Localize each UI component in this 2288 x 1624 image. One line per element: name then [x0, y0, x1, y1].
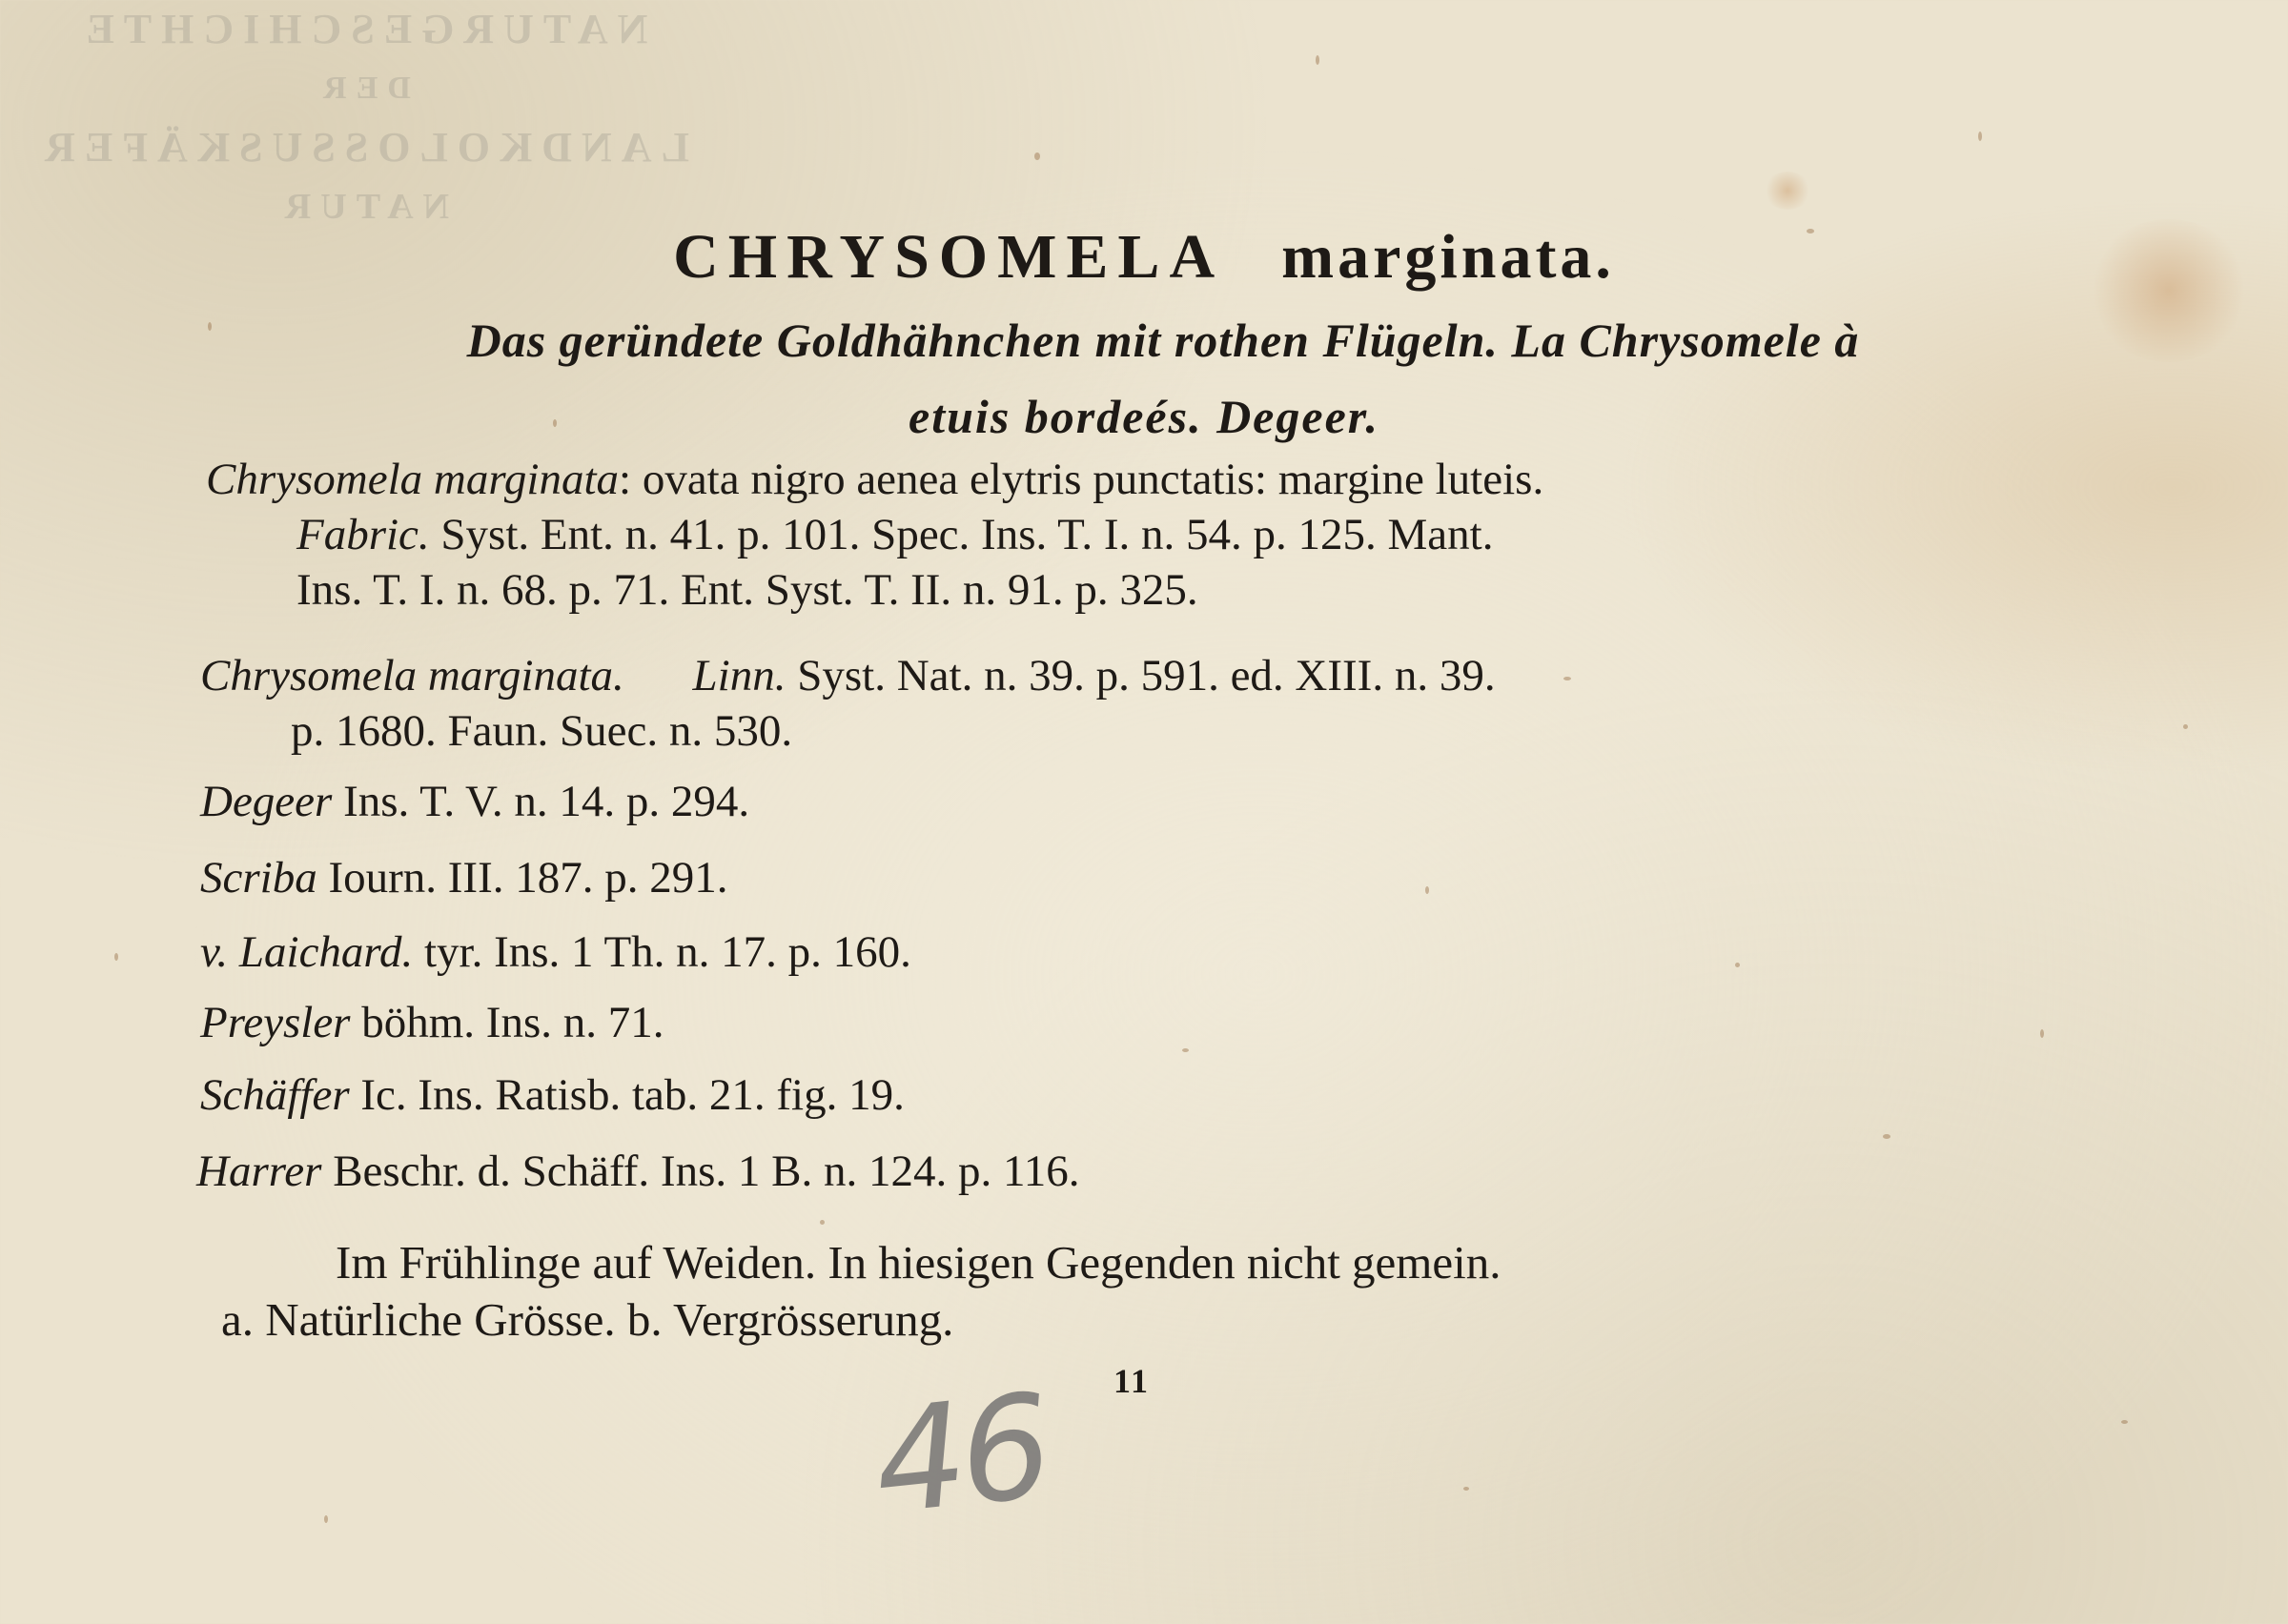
- paper-speck: [1034, 152, 1040, 160]
- reference-text: p. 1680. Faun. Suec. n. 530.: [291, 706, 793, 756]
- reference-text: böhm. Ins. n. 71.: [350, 998, 664, 1047]
- paper-speck: [2040, 1029, 2044, 1038]
- reference-text: Syst. Ent. n. 41. p. 101. Spec. Ins. T. I. n. 54. p. 125. Mant.: [429, 510, 1494, 559]
- paper-speck: [2121, 1420, 2128, 1424]
- reference-author: Chrysomela marginata: [206, 455, 620, 504]
- species-title: [0, 221, 2288, 294]
- paper-speck: [114, 953, 118, 961]
- reference-author: Linn.: [692, 651, 786, 700]
- reference-text: Syst. Nat. n. 39. p. 591. ed. XIII. n. 39.: [786, 651, 1496, 700]
- paper-speck: [1807, 229, 1814, 233]
- paper-speck: [1463, 1487, 1469, 1491]
- paper-speck: [1182, 1048, 1189, 1052]
- bleed-through-text: [0, 0, 725, 236]
- paper-speck: [208, 322, 212, 331]
- paper-speck: [1883, 1134, 1890, 1139]
- page-number: 11: [1113, 1362, 1151, 1400]
- reference-entry: [200, 850, 2097, 905]
- reference-text: : ovata nigro aenea elytris punctatis: margine luteis.: [619, 455, 1544, 504]
- reference-line: [206, 452, 2103, 507]
- paper-stain: [1764, 172, 1811, 210]
- paper-speck: [1563, 677, 1571, 680]
- reference-author: Harrer: [196, 1147, 322, 1196]
- reference-entry: [200, 1067, 2097, 1123]
- reference-text: Ins. T. V. n. 14. p. 294.: [332, 777, 750, 826]
- paper-stain: [2088, 219, 2250, 362]
- reference-author: Schäffer: [200, 1070, 350, 1120]
- reference-author: Preysler: [200, 998, 351, 1047]
- habitat-note: Im Frühlinge auf Weiden. In hiesigen Gegenden nicht gemein.: [336, 1236, 1502, 1289]
- reference-author: Scriba: [200, 853, 317, 903]
- bleed-line: NATUR: [275, 187, 450, 227]
- reference-text: Iourn. III. 187. p. 291.: [317, 853, 728, 903]
- reference-line: [206, 507, 2103, 562]
- reference-line: [200, 648, 2097, 703]
- reference-entry: [200, 924, 2097, 980]
- bleed-line: DER: [314, 71, 411, 106]
- reference-line: [206, 562, 2103, 618]
- common-name-line-1: Das geründete Goldhähnchen mit rothen Flügeln. La Chrysomele à: [466, 314, 1860, 367]
- paper-speck: [1735, 963, 1740, 967]
- reference-text: Beschr. d. Schäff. Ins. 1 B. n. 124. p. 116.: [321, 1147, 1080, 1196]
- common-name-line-2: etuis bordeés. Degeer.: [909, 390, 1379, 443]
- reference-author: Chrysomela marginata.: [200, 651, 624, 700]
- paper-speck: [1316, 55, 1319, 65]
- bleed-line: NATURGESCHICHTE: [76, 6, 648, 52]
- figure-legend: a. Natürliche Grösse. b. Vergrösserung.: [221, 1293, 954, 1346]
- paper-speck: [324, 1515, 328, 1523]
- reference-author: v. Laichard.: [200, 927, 414, 977]
- title-genus: CHRYSOMELA: [673, 222, 1225, 292]
- reference-entry: [200, 774, 2097, 829]
- reference-entry: [200, 995, 2097, 1050]
- reference-text: Ic. Ins. Ratisb. tab. 21. fig. 19.: [349, 1070, 905, 1120]
- reference-author: Fabric.: [296, 510, 430, 559]
- paper-speck: [2183, 724, 2188, 729]
- paper-speck: [1425, 886, 1429, 894]
- reference-text: Ins. T. I. n. 68. p. 71. Ent. Syst. T. II. n. 91. p. 325.: [296, 565, 1198, 615]
- reference-text: tyr. Ins. 1 Th. n. 17. p. 160.: [413, 927, 911, 977]
- paper-speck: [553, 419, 557, 427]
- reference-line: [200, 703, 2097, 759]
- bleed-line: LANDKOLOSSUSKÄFER: [35, 124, 689, 171]
- paper-speck: [820, 1220, 825, 1225]
- title-species: marginata.: [1281, 222, 1615, 292]
- paper-speck: [1978, 132, 1982, 141]
- pencil-annotation: 46: [867, 1364, 1054, 1547]
- reference-entry: [196, 1144, 2094, 1199]
- reference-entry: [206, 452, 2103, 618]
- reference-entry: [200, 648, 2097, 759]
- reference-author: Degeer: [200, 777, 333, 826]
